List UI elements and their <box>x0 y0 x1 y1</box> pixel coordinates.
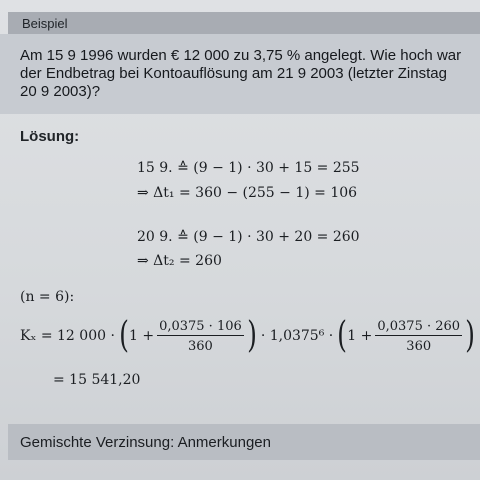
next-section-bar <box>8 424 480 460</box>
formula-middle: · 1,0375⁶ · <box>260 328 334 344</box>
problem-line-1: Am 15 9 1996 wurden € 12 000 zu 3,75 % angelegt. Wie hoch war <box>20 47 462 64</box>
equation-delta-t2: ⇒ Δt₂ = 260 <box>137 253 222 269</box>
formula-paren-close-1: ) <box>246 315 257 356</box>
equation-delta-t1: ⇒ Δt₁ = 360 − (255 − 1) = 106 <box>137 185 358 201</box>
problem-line-3: 20 9 2003)? <box>20 83 101 100</box>
fraction-2-numerator: 0,0375 · 260 <box>377 318 461 334</box>
final-value-formula <box>20 312 475 360</box>
problem-box <box>0 34 480 114</box>
equation-day-count-2: 20 9. ≙ (9 − 1) · 30 + 20 = 260 <box>137 229 360 245</box>
solution-label: Lösung: <box>20 128 80 145</box>
formula-fraction-1 <box>157 319 244 354</box>
formula-paren-close-2: ) <box>465 315 476 356</box>
fraction-1-numerator: 0,0375 · 106 <box>159 318 242 334</box>
next-section-title: Gemischte Verzinsung: Anmerkungen <box>20 434 271 451</box>
example-header-label: Beispiel <box>22 16 68 31</box>
example-header-bar <box>8 12 480 34</box>
equation-day-count-1: 15 9. ≙ (9 − 1) · 30 + 15 = 255 <box>137 160 360 176</box>
formula-one-plus-2: 1 + <box>347 328 373 344</box>
fraction-1-denominator: 360 <box>188 338 213 354</box>
formula-fraction-2 <box>375 319 462 354</box>
formula-paren-open-1: ( <box>119 315 129 356</box>
problem-text <box>20 47 475 101</box>
equation-n: (n = 6): <box>20 289 75 305</box>
problem-line-2: der Endbetrag bei Kontoauflösung am 21 9 2003 (letzter Zinstag <box>20 65 447 82</box>
final-value-result: = 15 541,20 <box>53 372 141 388</box>
formula-one-plus-1: 1 + <box>128 328 155 344</box>
formula-lhs: Kₓ = 12 000 · <box>20 328 115 344</box>
formula-paren-open-2: ( <box>337 315 348 356</box>
fraction-2-denominator: 360 <box>406 338 432 354</box>
